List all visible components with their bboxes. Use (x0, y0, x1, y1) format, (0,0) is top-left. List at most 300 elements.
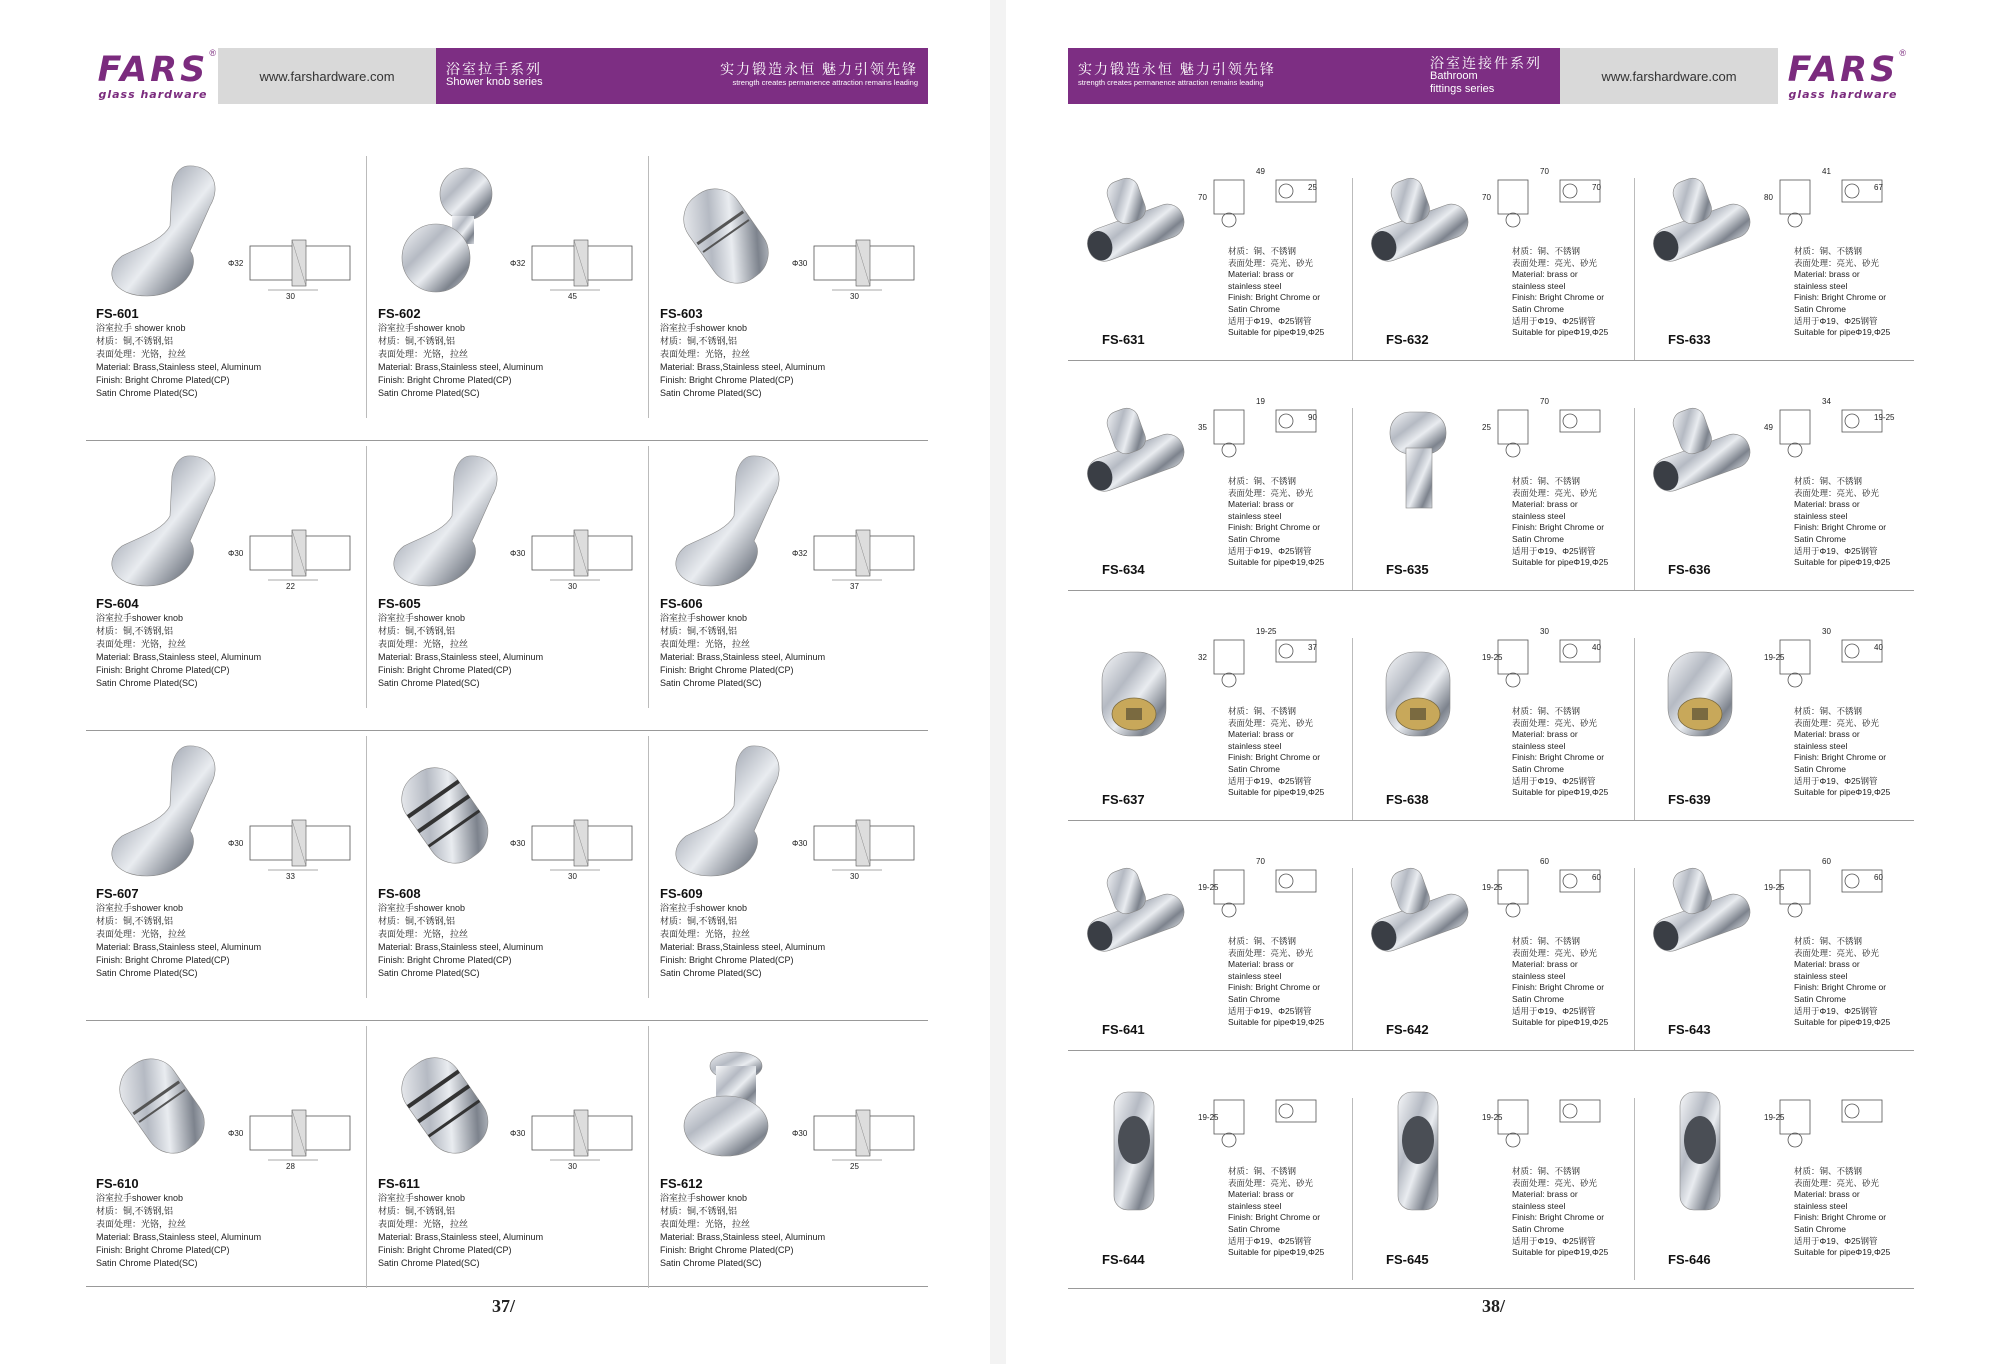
spec-material-en: Material: brass or (1794, 1189, 1860, 1200)
product-spec (1794, 1166, 1890, 1259)
spec-material-cn: 材质：铜、不锈钢 (1512, 246, 1581, 256)
product-code: FS-646 (1668, 1252, 1711, 1267)
dimension-drawing (1196, 1080, 1346, 1160)
dim-diameter: Φ30 (510, 549, 526, 558)
spec-finish-cn: 表面处理：亮光、砂光 (1228, 947, 1314, 958)
grid-divider (86, 440, 928, 441)
dim-label: 49 (1256, 167, 1265, 176)
spec-material-cn: 材质：铜,不锈钢,铝 (96, 626, 174, 636)
spec-type: 浴室拉手shower knob (96, 613, 184, 623)
page-right (1006, 0, 1996, 1364)
spec-material-en: Material: brass or (1512, 269, 1578, 280)
spec-finish-en: Finish: Bright Chrome or (1228, 292, 1321, 303)
product-code: FS-636 (1668, 562, 1711, 577)
spec-material-en2: stainless steel (1794, 280, 1848, 291)
header-left (88, 48, 928, 104)
dim-label: 90 (1308, 413, 1317, 422)
spec-material-cn: 材质：铜、不锈钢 (1794, 246, 1863, 256)
dim-width: 30 (850, 292, 859, 301)
product-card (368, 1026, 648, 1308)
spec-finish-en: Finish: Bright Chrome or (1512, 292, 1605, 303)
spec-finish-en2: Satin Chrome (1228, 993, 1280, 1004)
knob-photo (374, 1026, 514, 1176)
spec-material-en: Material: Brass,Stainless steel, Aluminum (660, 362, 826, 372)
spec-material-en2: stainless steel (1512, 1200, 1566, 1211)
spec-finish-cn: 表面处理：亮光、砂光 (1228, 257, 1314, 268)
slogan-cn: 实力锻造永恒 魅力引领先锋 (1078, 61, 1276, 77)
dim-diameter: Φ30 (792, 839, 808, 848)
dim-width: 30 (568, 582, 577, 591)
product-code: FS-606 (660, 596, 703, 611)
product-card (650, 156, 930, 438)
product-card (1634, 1074, 1916, 1304)
spec-satin-en: Satin Chrome Plated(SC) (660, 678, 762, 688)
product-code: FS-607 (96, 886, 139, 901)
spec-material-cn: 材质：铜、不锈钢 (1512, 936, 1581, 946)
dim-label: 32 (1198, 653, 1207, 662)
spec-material-en2: stainless steel (1512, 510, 1566, 521)
spec-finish-cn: 表面处理：亮光、砂光 (1794, 487, 1880, 498)
spec-suitable-en: Suitable for pipeΦ19,Φ25 (1512, 327, 1609, 338)
dim-label: 19-25 (1764, 1113, 1785, 1122)
spec-finish-en: Finish: Bright Chrome Plated(CP) (378, 1245, 512, 1255)
spec-material-cn: 材质：铜,不锈钢,铝 (378, 626, 456, 636)
spec-suitable-en: Suitable for pipeΦ19,Φ25 (1512, 787, 1609, 798)
dimension-drawing (1480, 850, 1630, 930)
spec-satin-en: Satin Chrome Plated(SC) (378, 678, 480, 688)
dim-diameter: Φ30 (228, 1129, 244, 1138)
spec-material-cn: 材质：铜、不锈钢 (1228, 476, 1297, 486)
product-card (86, 1026, 366, 1308)
spec-material-cn: 材质：铜,不锈钢,铝 (660, 916, 738, 926)
dimension-drawing (1762, 390, 1912, 470)
product-spec (1794, 706, 1890, 799)
product-spec (1228, 1166, 1324, 1259)
spec-suitable-cn: 适用于Φ19、Φ25钢管 (1228, 775, 1312, 786)
grid-divider (648, 156, 649, 418)
dim-label: 40 (1874, 643, 1883, 652)
spec-finish-en2: Satin Chrome (1512, 1223, 1564, 1234)
spec-material-en2: stainless steel (1794, 1200, 1848, 1211)
dim-width: 45 (568, 292, 577, 301)
dimension-drawing (1762, 620, 1912, 700)
dim-label: 49 (1764, 423, 1773, 432)
spec-finish-en: Finish: Bright Chrome or (1512, 982, 1605, 993)
dimension-drawing (228, 524, 358, 594)
dim-label: 25 (1482, 423, 1491, 432)
product-card (1352, 614, 1634, 844)
spec-material-cn: 材质：铜,不锈钢,铝 (96, 916, 174, 926)
product-card (1634, 384, 1916, 614)
spec-material-cn: 材质：铜、不锈钢 (1228, 936, 1297, 946)
spec-finish-en2: Satin Chrome (1228, 303, 1280, 314)
product-code: FS-609 (660, 886, 703, 901)
spec-finish-cn: 表面处理：光铬，拉丝 (378, 639, 469, 649)
spec-finish-cn: 表面处理：亮光、砂光 (1512, 257, 1598, 268)
brand-logo (1778, 48, 1908, 104)
product-spec (378, 1192, 638, 1270)
dim-label: 70 (1540, 167, 1549, 176)
spec-finish-en2: Satin Chrome (1512, 763, 1564, 774)
spec-finish-cn: 表面处理：光铬，拉丝 (660, 349, 751, 359)
dimension-drawing (510, 1104, 640, 1174)
fitting-photo (1640, 1078, 1760, 1218)
product-card (650, 446, 930, 728)
product-spec (1794, 936, 1890, 1029)
spec-finish-cn: 表面处理：光铬，拉丝 (378, 349, 469, 359)
fitting-photo (1640, 158, 1760, 298)
spec-suitable-en: Suitable for pipeΦ19,Φ25 (1512, 1247, 1609, 1258)
product-card (1068, 1074, 1350, 1304)
dimension-drawing (792, 524, 922, 594)
spec-suitable-cn: 适用于Φ19、Φ25钢管 (1512, 775, 1596, 786)
dimension-drawing (510, 234, 640, 304)
product-code: FS-605 (378, 596, 421, 611)
grid-divider (366, 156, 367, 418)
dim-diameter: Φ32 (228, 259, 244, 268)
dim-diameter: Φ32 (792, 549, 808, 558)
grid-divider (366, 446, 367, 708)
dimension-drawing (1480, 1080, 1630, 1160)
product-card (86, 446, 366, 728)
page-left (0, 0, 990, 1364)
knob-photo (656, 446, 796, 596)
spec-suitable-en: Suitable for pipeΦ19,Φ25 (1228, 557, 1325, 568)
product-spec (660, 612, 920, 690)
spec-material-cn: 材质：铜、不锈钢 (1794, 476, 1863, 486)
spec-suitable-cn: 适用于Φ19、Φ25钢管 (1794, 315, 1878, 326)
spec-finish-cn: 表面处理：光铬，拉丝 (378, 929, 469, 939)
knob-photo (374, 446, 514, 596)
spec-suitable-cn: 适用于Φ19、Φ25钢管 (1512, 1005, 1596, 1016)
product-spec (1512, 936, 1608, 1029)
product-card (368, 156, 648, 438)
spec-satin-en: Satin Chrome Plated(SC) (378, 388, 480, 398)
dim-diameter: Φ30 (792, 259, 808, 268)
fitting-photo (1358, 158, 1478, 298)
spec-finish-en2: Satin Chrome (1228, 763, 1280, 774)
product-card (1352, 1074, 1634, 1304)
dim-label: 70 (1482, 193, 1491, 202)
spec-type: 浴室拉手shower knob (660, 1193, 748, 1203)
dim-label: 40 (1592, 643, 1601, 652)
product-card (1068, 614, 1350, 844)
spec-finish-en: Finish: Bright Chrome or (1794, 752, 1887, 763)
product-card (1068, 154, 1350, 384)
spec-finish-en: Finish: Bright Chrome Plated(CP) (660, 1245, 794, 1255)
dim-label: 19-25 (1764, 653, 1785, 662)
dim-width: 30 (568, 1162, 577, 1171)
slogan-en: strength creates permanence attraction remains leading (1078, 78, 1264, 87)
product-spec (1228, 246, 1324, 339)
product-code: FS-645 (1386, 1252, 1429, 1267)
spec-satin-en: Satin Chrome Plated(SC) (96, 968, 198, 978)
dimension-drawing (510, 524, 640, 594)
product-code: FS-634 (1102, 562, 1145, 577)
spec-satin-en: Satin Chrome Plated(SC) (660, 1258, 762, 1268)
product-code: FS-601 (96, 306, 139, 321)
dim-label: 19-25 (1482, 883, 1503, 892)
product-spec (1228, 706, 1324, 799)
registered-mark: ® (209, 48, 216, 58)
dim-diameter: Φ30 (792, 1129, 808, 1138)
spec-finish-en2: Satin Chrome (1794, 533, 1846, 544)
spec-finish-en: Finish: Bright Chrome Plated(CP) (660, 955, 794, 965)
spec-material-en: Material: brass or (1228, 729, 1294, 740)
knob-photo (374, 736, 514, 886)
spec-material-en: Material: Brass,Stainless steel, Aluminum (660, 1232, 826, 1242)
logo-subtitle: glass hardware (98, 87, 208, 101)
spec-material-en: Material: brass or (1512, 959, 1578, 970)
product-card (1352, 844, 1634, 1074)
product-code: FS-612 (660, 1176, 703, 1191)
spec-finish-cn: 表面处理：亮光、砂光 (1794, 1177, 1880, 1188)
product-card (368, 446, 648, 728)
knob-photo (92, 446, 232, 596)
spec-material-en: Material: brass or (1228, 959, 1294, 970)
spec-material-en: Material: brass or (1512, 1189, 1578, 1200)
product-card (650, 1026, 930, 1308)
product-code: FS-639 (1668, 792, 1711, 807)
page-number-right: 38/ (1482, 1296, 1506, 1316)
product-code: FS-643 (1668, 1022, 1711, 1037)
spec-type: 浴室拉手shower knob (96, 903, 184, 913)
knob-photo (92, 156, 232, 306)
spec-material-cn: 材质：铜,不锈钢,铝 (660, 336, 738, 346)
header-bar (1068, 48, 1560, 104)
dim-label: 60 (1874, 873, 1883, 882)
dim-width: 30 (568, 872, 577, 881)
dim-label: 70 (1540, 397, 1549, 406)
spec-satin-en: Satin Chrome Plated(SC) (378, 1258, 480, 1268)
spec-finish-cn: 表面处理：光铬，拉丝 (96, 929, 187, 939)
fitting-photo (1074, 1078, 1194, 1218)
spec-material-en: Material: brass or (1794, 269, 1860, 280)
dim-label: 70 (1198, 193, 1207, 202)
fitting-photo (1358, 1078, 1478, 1218)
dimension-drawing (1196, 390, 1346, 470)
dim-label: 19-25 (1764, 883, 1785, 892)
spec-suitable-en: Suitable for pipeΦ19,Φ25 (1794, 1247, 1891, 1258)
dim-label: 70 (1256, 857, 1265, 866)
fitting-photo (1358, 388, 1478, 528)
spec-material-cn: 材质：铜、不锈钢 (1794, 706, 1863, 716)
spec-material-en2: stainless steel (1794, 740, 1848, 751)
header-right (1068, 48, 1908, 104)
spec-type: 浴室拉手shower knob (378, 323, 466, 333)
product-card (86, 736, 366, 1018)
dim-label: 37 (1308, 643, 1317, 652)
spec-finish-en: Finish: Bright Chrome Plated(CP) (96, 1245, 230, 1255)
spec-type: 浴室拉手shower knob (378, 903, 466, 913)
spec-material-en: Material: Brass,Stainless steel, Aluminum (660, 942, 826, 952)
dim-label: 35 (1198, 423, 1207, 432)
registered-mark: ® (1899, 48, 1906, 58)
grid-divider (366, 1026, 367, 1288)
spec-finish-cn: 表面处理：光铬，拉丝 (660, 929, 751, 939)
spec-material-en2: stainless steel (1794, 510, 1848, 521)
spec-finish-en: Finish: Bright Chrome Plated(CP) (660, 375, 794, 385)
product-code: FS-642 (1386, 1022, 1429, 1037)
dim-label: 60 (1822, 857, 1831, 866)
product-code: FS-635 (1386, 562, 1429, 577)
knob-photo (92, 736, 232, 886)
spec-finish-cn: 表面处理：光铬，拉丝 (96, 349, 187, 359)
product-card (1634, 614, 1916, 844)
knob-photo (92, 1026, 232, 1176)
spec-finish-cn: 表面处理：亮光、砂光 (1512, 717, 1598, 728)
dim-diameter: Φ32 (510, 259, 526, 268)
spec-material-en: Material: brass or (1794, 499, 1860, 510)
page-number-left: 37/ (492, 1296, 516, 1316)
dim-width: 37 (850, 582, 859, 591)
dim-width: 30 (286, 292, 295, 301)
dim-label: 80 (1764, 193, 1773, 202)
spec-suitable-cn: 适用于Φ19、Φ25钢管 (1794, 775, 1878, 786)
product-code: FS-632 (1386, 332, 1429, 347)
product-spec (660, 902, 920, 980)
spec-finish-en: Finish: Bright Chrome or (1794, 1212, 1887, 1223)
spec-type: 浴室拉手shower knob (660, 323, 748, 333)
product-card (1634, 154, 1916, 384)
fitting-photo (1640, 618, 1760, 758)
product-card (368, 736, 648, 1018)
spec-finish-cn: 表面处理：亮光、砂光 (1512, 487, 1598, 498)
dim-label: 19-25 (1482, 653, 1503, 662)
fitting-photo (1358, 618, 1478, 758)
spec-material-cn: 材质：铜,不锈钢,铝 (378, 1206, 456, 1216)
dimension-drawing (1762, 160, 1912, 240)
spec-material-en: Material: Brass,Stainless steel, Aluminum (96, 942, 262, 952)
product-code: FS-602 (378, 306, 421, 321)
knob-photo (374, 156, 514, 306)
spec-suitable-cn: 适用于Φ19、Φ25钢管 (1512, 545, 1596, 556)
grid-divider (366, 736, 367, 998)
spec-finish-cn: 表面处理：光铬，拉丝 (660, 1219, 751, 1229)
gutter (990, 0, 1006, 1364)
dim-label: 19-25 (1256, 627, 1277, 636)
dim-label: 70 (1592, 183, 1601, 192)
spec-finish-en2: Satin Chrome (1512, 533, 1564, 544)
spec-finish-en2: Satin Chrome (1794, 303, 1846, 314)
dimension-drawing (792, 814, 922, 884)
spec-material-cn: 材质：铜、不锈钢 (1228, 1166, 1297, 1176)
spec-finish-en: Finish: Bright Chrome or (1794, 522, 1887, 533)
spec-type: 浴室拉手shower knob (96, 1193, 184, 1203)
dim-label: 60 (1592, 873, 1601, 882)
product-card (86, 156, 366, 438)
grid-divider (648, 736, 649, 998)
fitting-photo (1074, 388, 1194, 528)
spec-finish-en: Finish: Bright Chrome Plated(CP) (378, 665, 512, 675)
product-code: FS-638 (1386, 792, 1429, 807)
spec-finish-cn: 表面处理：亮光、砂光 (1794, 257, 1880, 268)
spec-finish-cn: 表面处理：亮光、砂光 (1512, 1177, 1598, 1188)
spec-suitable-cn: 适用于Φ19、Φ25钢管 (1228, 1235, 1312, 1246)
product-spec (378, 612, 638, 690)
spec-material-en: Material: brass or (1512, 499, 1578, 510)
spec-suitable-en: Suitable for pipeΦ19,Φ25 (1794, 787, 1891, 798)
logo-word: FARS (1787, 49, 1899, 90)
spec-satin-en: Satin Chrome Plated(SC) (96, 1258, 198, 1268)
product-code: FS-611 (378, 1176, 420, 1191)
spec-material-cn: 材质：铜,不锈钢,铝 (660, 626, 738, 636)
spec-suitable-cn: 适用于Φ19、Φ25钢管 (1228, 315, 1312, 326)
spec-finish-cn: 表面处理：亮光、砂光 (1512, 947, 1598, 958)
spec-material-cn: 材质：铜、不锈钢 (1512, 476, 1581, 486)
knob-grid (86, 156, 928, 1286)
dimension-drawing (1480, 160, 1630, 240)
product-spec (378, 322, 638, 400)
spec-suitable-cn: 适用于Φ19、Φ25钢管 (1794, 545, 1878, 556)
dimension-drawing (510, 814, 640, 884)
dim-label: 19-25 (1874, 413, 1895, 422)
product-spec (1512, 1166, 1608, 1259)
dim-width: 30 (850, 872, 859, 881)
fitting-photo (1074, 618, 1194, 758)
spec-finish-en2: Satin Chrome (1512, 303, 1564, 314)
spec-material-cn: 材质：铜,不锈钢,铝 (378, 336, 456, 346)
spec-finish-cn: 表面处理：光铬，拉丝 (378, 1219, 469, 1229)
spec-material-en: Material: brass or (1228, 499, 1294, 510)
spec-satin-en: Satin Chrome Plated(SC) (96, 388, 198, 398)
spec-type: 浴室拉手shower knob (660, 613, 748, 623)
product-code: FS-641 (1102, 1022, 1145, 1037)
series-title-en: Shower knob series (446, 76, 543, 88)
product-spec (1512, 246, 1608, 339)
grid-divider (86, 1020, 928, 1021)
dimension-drawing (1762, 1080, 1912, 1160)
fitting-photo (1074, 158, 1194, 298)
dimension-drawing (1196, 160, 1346, 240)
spec-suitable-cn: 适用于Φ19、Φ25钢管 (1512, 315, 1596, 326)
fitting-grid (1068, 160, 1914, 1290)
spec-material-en: Material: brass or (1794, 959, 1860, 970)
spec-suitable-cn: 适用于Φ19、Φ25钢管 (1512, 1235, 1596, 1246)
spec-material-en: Material: brass or (1228, 269, 1294, 280)
product-spec (1228, 936, 1324, 1029)
knob-photo (656, 736, 796, 886)
spec-suitable-en: Suitable for pipeΦ19,Φ25 (1228, 327, 1325, 338)
spec-suitable-en: Suitable for pipeΦ19,Φ25 (1794, 557, 1891, 568)
spec-finish-en: Finish: Bright Chrome or (1512, 522, 1605, 533)
spec-material-en2: stainless steel (1228, 510, 1282, 521)
product-card (1352, 384, 1634, 614)
dim-diameter: Φ30 (510, 1129, 526, 1138)
dim-label: 30 (1540, 627, 1549, 636)
spec-finish-en: Finish: Bright Chrome Plated(CP) (96, 375, 230, 385)
product-code: FS-608 (378, 886, 421, 901)
product-card (1068, 384, 1350, 614)
dim-label: 67 (1874, 183, 1883, 192)
dim-width: 33 (286, 872, 295, 881)
series-title-cn: 浴室连接件系列 (1430, 54, 1542, 71)
spec-finish-en2: Satin Chrome (1512, 993, 1564, 1004)
spec-finish-en: Finish: Bright Chrome Plated(CP) (378, 955, 512, 965)
spec-suitable-en: Suitable for pipeΦ19,Φ25 (1512, 557, 1609, 568)
spec-suitable-en: Suitable for pipeΦ19,Φ25 (1794, 1017, 1891, 1028)
spec-finish-en: Finish: Bright Chrome or (1228, 982, 1321, 993)
product-code: FS-637 (1102, 792, 1145, 807)
product-code: FS-631 (1102, 332, 1145, 347)
spec-finish-cn: 表面处理：亮光、砂光 (1228, 1177, 1314, 1188)
fitting-photo (1358, 848, 1478, 988)
spec-material-en2: stainless steel (1228, 970, 1282, 981)
spec-material-cn: 材质：铜,不锈钢,铝 (660, 1206, 738, 1216)
spec-material-cn: 材质：铜,不锈钢,铝 (378, 916, 456, 926)
spec-material-en2: stainless steel (1512, 280, 1566, 291)
dim-diameter: Φ30 (228, 839, 244, 848)
